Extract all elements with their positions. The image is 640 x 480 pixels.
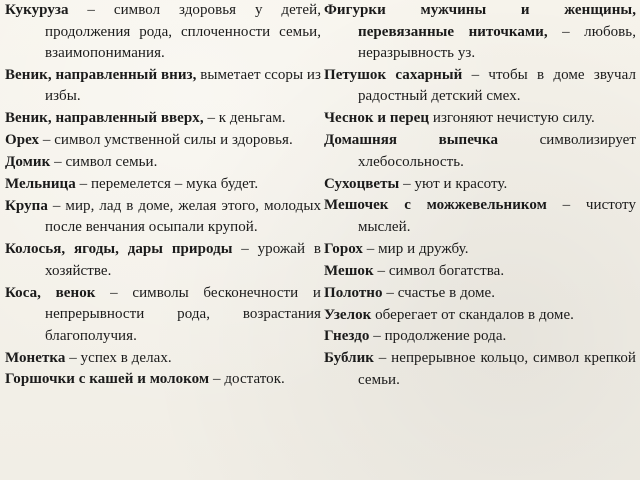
entry-term: Домик [5,154,51,171]
entry-description: – чистоту мыслей. [358,197,637,235]
entry-description: – успех в делах. [65,349,172,366]
entry-description: – символ семьи. [50,154,158,171]
entry-term: Мельница [5,175,76,192]
entry-meshochek [324,195,636,238]
entry-gnezdo [324,326,636,348]
entry-term: Горшочки с кашей и молоком [5,371,210,388]
entry-vypechka [324,130,636,173]
entry-bublik [324,348,636,391]
entry-goroh [324,239,636,261]
entry-description: – урожай в хозяйстве. [45,241,321,279]
entry-venik-vniz [5,65,321,108]
entry-term: Бублик [324,350,374,367]
entry-kosa-venok [5,283,321,348]
entry-description: – уют и красоту. [399,175,508,192]
entry-term: Домашняя выпечка [324,132,499,149]
entry-description: – мир, лад в доме, желая этого, молодых после венчания осыпали крупой. [45,197,321,236]
entry-description: – непрерывное кольцо, символ крепкой семьи. [358,350,636,388]
entry-description: – мир и дружбу. [362,240,469,257]
entry-term: Крупа [5,197,48,214]
entry-term: Узелок [324,306,372,323]
entry-term: Колосья, ягоды, дары природы [5,241,233,258]
entry-petushok [324,65,636,108]
entry-term: Фигурки мужчины и женщины, перевязанные ниточками, [324,2,636,40]
entry-term: Веник, направленный вниз, [5,66,197,83]
entry-description: – достаток. [209,371,285,388]
entry-term: Орех [5,132,40,149]
entry-term: Гнездо [324,328,370,345]
entry-polotno [324,283,636,305]
entry-term: Кукуруза [5,2,69,18]
entry-description: выметает ссоры из избы. [45,66,321,105]
entry-term: Чеснок и перец [324,110,430,127]
entry-kukuruza [5,0,321,65]
entry-uzelok [324,305,636,327]
entry-description: – символ богатства. [373,262,505,279]
entry-monetka [5,348,321,370]
entry-krupa [5,196,321,239]
entry-gorshochki [5,369,321,391]
entry-term: Петушок сахарный [324,66,463,83]
entry-term: Монетка [5,349,66,366]
entry-term: Полотно [324,284,383,301]
entry-description: – перемелется – мука будет. [75,175,259,192]
entry-domik [5,152,321,174]
entry-description: – счастье в доме. [382,284,496,301]
entry-venik-vverh [5,108,321,130]
right-column [324,0,636,392]
entry-term: Горох [324,240,363,257]
entry-description: – символы бесконечности и непрерывности рода, возрастания благополучия. [45,284,321,344]
entry-description: – символ здоровья у детей, продолжения рода, сплоченности семьи, взаимопонимания. [45,2,321,61]
entry-description: изгоняют нечистую силу. [429,110,595,127]
entry-description: – к деньгам. [203,110,286,127]
entry-chesnok [324,108,636,130]
entry-term: Мешок [324,262,374,279]
entry-suhocvety [324,174,636,196]
entry-description: символизирует хлебосольность. [358,132,636,170]
entry-term: Мешочек с можжевельником [324,197,547,214]
entry-melnica [5,174,321,196]
entry-term: Сухоцветы [324,175,400,192]
entry-term: Коса, венок [5,284,96,301]
entry-meshok [324,261,636,283]
entry-term: Веник, направленный вверх, [5,110,204,127]
entry-description: – любовь, неразрывность уз. [358,23,637,61]
entry-kolosya [5,239,321,282]
entry-description: – чтобы в доме звучал радостный детский смех. [358,66,636,105]
entry-description: оберегает от скандалов в доме. [371,306,574,323]
left-column [5,0,321,391]
entry-figurki [324,0,636,65]
entry-description: – продолжение рода. [369,328,507,345]
entry-description: – символ умственной силы и здоровья. [39,132,293,149]
entry-oreh [5,130,321,152]
